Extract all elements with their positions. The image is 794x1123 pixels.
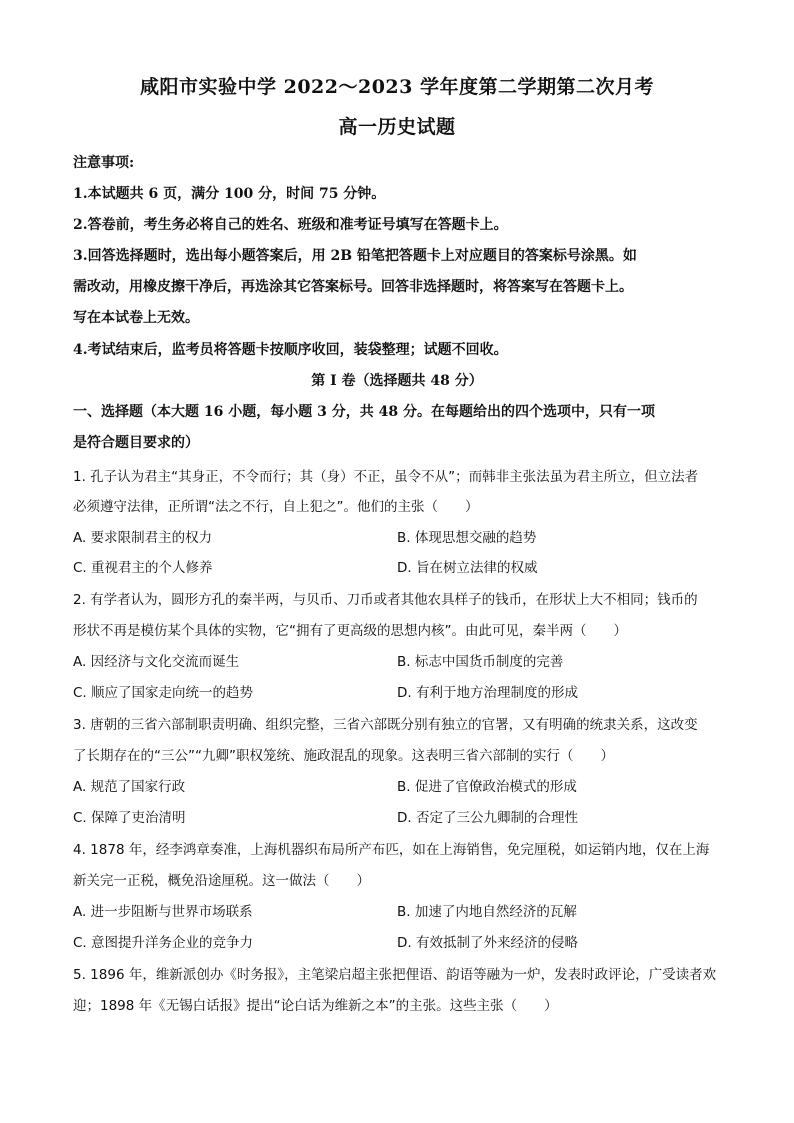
question-2-option-d: D. 有利于地方治理制度的形成	[397, 685, 578, 701]
question-1-option-a: A. 要求限制君主的权力	[73, 530, 213, 546]
question-3-text: 3. 唐朝的三省六部制职责明确、组织完整，三省六部既分别有独立的官署，又有明确的统隶关系，这改变	[73, 717, 698, 733]
question-1-text: 1. 孔子认为君主“其身正，不令而行；其（身）不正，虽令不从”；而韩非主张法虽为君主所立，但立法者	[73, 469, 699, 485]
question-3-option-a: A. 规范了国家行政	[73, 779, 186, 795]
notice-item: 4.考试结束后，监考员将答题卡按顺序收回，装袋整理；试题不回收。	[73, 342, 508, 358]
notice-item: 3.回答选择题时，选出每小题答案后，用 2B 铅笔把答题卡上对应题目的答案标号涂黑。如	[73, 248, 637, 264]
section-heading: 一、选择题（本大题 16 小题，每小题 3 分，共 48 分。在每题给出的四个选项中，只有一项	[73, 404, 655, 420]
question-2-text: 形状不再是模仿某个具体的实物，它“拥有了更高级的思想内核”。由此可见，秦半两（ ）	[73, 623, 627, 639]
part-title: 第 I 卷（选择题共 48 分）	[311, 373, 483, 389]
question-2-option-a: A. 因经济与文化交流而诞生	[73, 654, 240, 670]
question-5-text: 迎；1898 年《无锡白话报》提出“论白话为维新之本”的主张。这些主张（ ）	[73, 998, 558, 1014]
notice-item: 1.本试题共 6 页，满分 100 分，时间 75 分钟。	[73, 186, 386, 202]
question-3-option-d: D. 否定了三公九卿制的合理性	[397, 810, 578, 826]
question-3-text: 了长期存在的“三公”“九卿”职权笼统、施政混乱的现象。这表明三省六部制的实行（ ）	[73, 748, 614, 764]
notice-heading: 注意事项:	[73, 155, 135, 171]
question-1-text: 必须遵守法律，正所谓“法之不行，自上犯之”。他们的主张（ ）	[73, 499, 479, 515]
question-2-text: 2. 有学者认为，圆形方孔的秦半两，与贝币、刀币或者其他农具样子的钱币，在形状上大不相同；钱币的	[73, 592, 698, 608]
question-4-text: 4. 1878 年，经李鸿章奏准，上海机器织布局所产布匹，如在上海销售，免完厘税，如运销内地，仅在上海	[73, 842, 710, 858]
exam-subtitle: 高一历史试题	[338, 116, 456, 138]
question-4-option-d: D. 有效抵制了外来经济的侵略	[397, 935, 578, 951]
question-4-option-c: C. 意图提升洋务企业的竞争力	[73, 935, 254, 951]
question-4-option-a: A. 进一步阻断与世界市场联系	[73, 904, 253, 920]
question-2-option-c: C. 顺应了国家走向统一的趋势	[73, 685, 254, 701]
question-5-text: 5. 1896 年，维新派创办《时务报》，主笔梁启超主张把俚语、韵语等融为一炉，发表时政评论，广受读者欢	[73, 967, 717, 983]
question-3-option-c: C. 保障了吏治清明	[73, 810, 186, 826]
notice-item: 需改动，用橡皮擦干净后，再选涂其它答案标号。回答非选择题时，将答案写在答题卡上。	[73, 279, 633, 295]
question-3-option-b: B. 促进了官僚政治模式的形成	[397, 779, 577, 795]
question-2-option-b: B. 标志中国货币制度的完善	[397, 654, 564, 670]
notice-item: 写在本试卷上无效。	[73, 310, 199, 326]
notice-item: 2.答卷前，考生务必将自己的姓名、班级和准考证号填写在答题卡上。	[73, 217, 508, 233]
question-4-option-b: B. 加速了内地自然经济的瓦解	[397, 904, 577, 920]
question-1-option-d: D. 旨在树立法律的权威	[397, 560, 538, 576]
question-1-option-b: B. 体现思想交融的趋势	[397, 530, 537, 546]
question-4-text: 新关完一正税，概免沿途厘税。这一做法（ ）	[73, 873, 370, 889]
section-heading: 是符合题目要求的）	[73, 435, 199, 451]
exam-title: 咸阳市实验中学 2022～2023 学年度第二学期第二次月考	[140, 76, 654, 98]
question-1-option-c: C. 重视君主的个人修养	[73, 560, 213, 576]
